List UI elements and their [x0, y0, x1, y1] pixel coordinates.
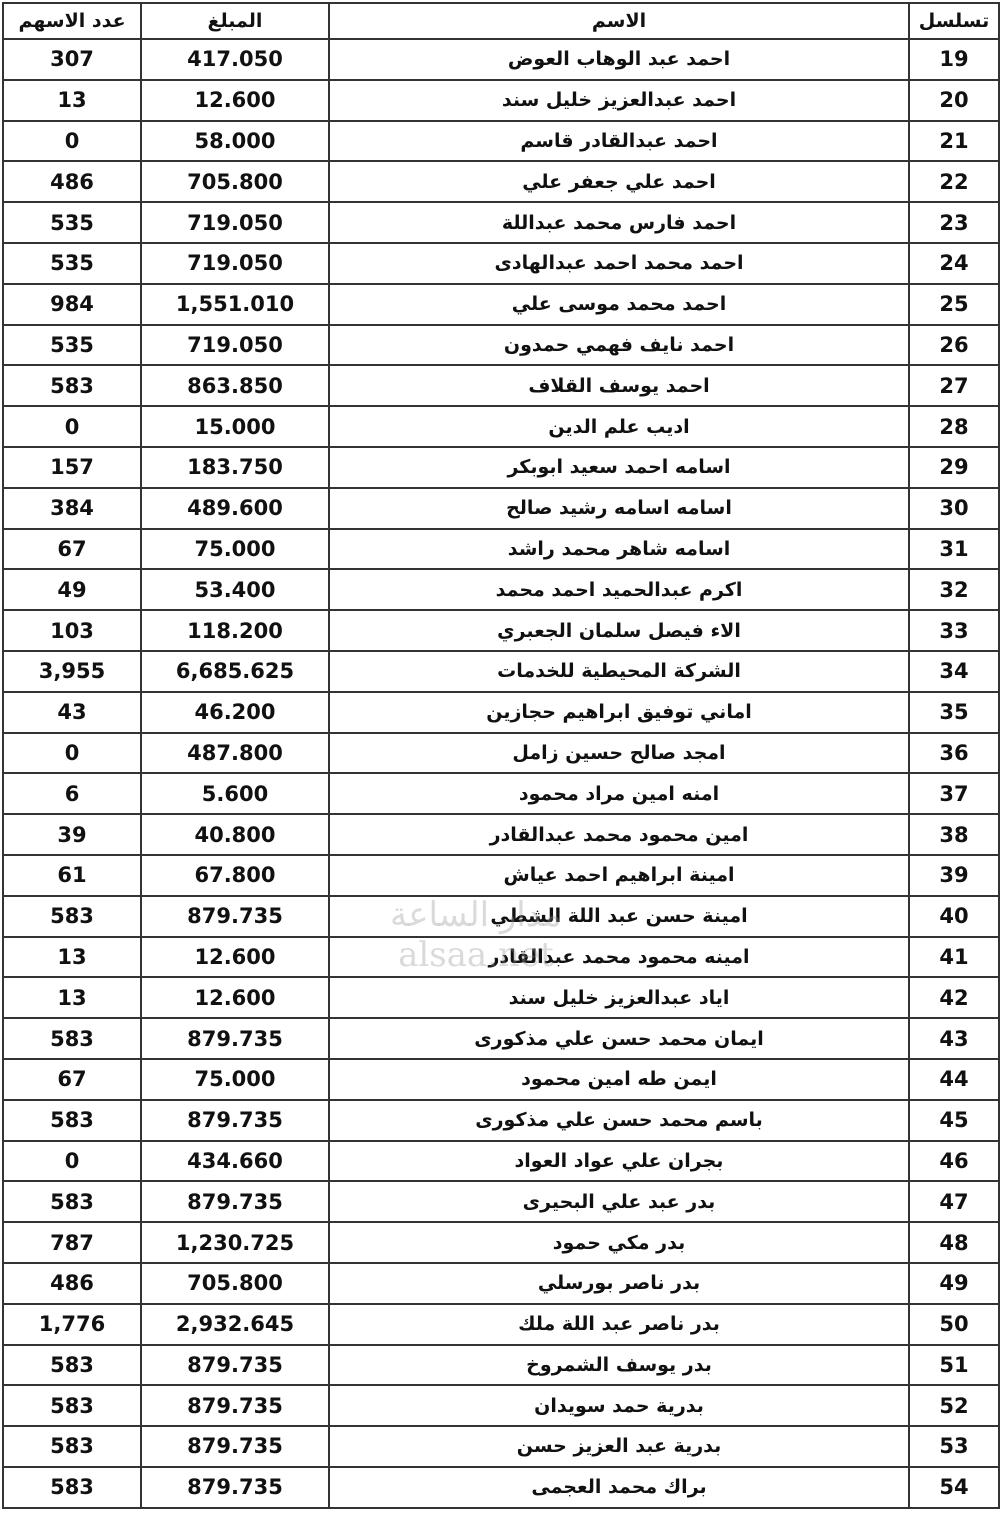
cell-name: اماني توفيق ابراهيم حجازين — [329, 692, 909, 733]
cell-name: الشركة المحيطية للخدمات — [329, 651, 909, 692]
cell-shares: 13 — [3, 80, 141, 121]
cell-shares: 67 — [3, 529, 141, 570]
cell-shares: 157 — [3, 447, 141, 488]
cell-shares: 583 — [3, 1018, 141, 1059]
cell-amount: 705.800 — [141, 161, 329, 202]
cell-shares: 984 — [3, 284, 141, 325]
table-row — [3, 39, 999, 80]
cell-name: احمد عبدالقادر قاسم — [329, 121, 909, 162]
cell-name: احمد عبد الوهاب العوض — [329, 39, 909, 80]
cell-amount: 53.400 — [141, 569, 329, 610]
cell-amount: 12.600 — [141, 80, 329, 121]
cell-amount: 879.735 — [141, 1100, 329, 1141]
cell-amount: 417.050 — [141, 39, 329, 80]
cell-name: امينة حسن عبد اللة الشطي — [329, 896, 909, 937]
table-row — [3, 1059, 999, 1100]
cell-seq: 30 — [909, 488, 999, 529]
cell-amount: 12.600 — [141, 937, 329, 978]
header-row — [3, 3, 999, 39]
cell-amount: 879.735 — [141, 896, 329, 937]
cell-seq: 47 — [909, 1181, 999, 1222]
table-row — [3, 80, 999, 121]
cell-shares: 43 — [3, 692, 141, 733]
cell-seq: 34 — [909, 651, 999, 692]
cell-name: امنه امين مراد محمود — [329, 773, 909, 814]
cell-seq: 24 — [909, 243, 999, 284]
cell-name: بدر ناصر بورسلي — [329, 1263, 909, 1304]
cell-seq: 41 — [909, 937, 999, 978]
table-row — [3, 1467, 999, 1508]
cell-seq: 22 — [909, 161, 999, 202]
cell-shares: 6 — [3, 773, 141, 814]
cell-amount: 719.050 — [141, 325, 329, 366]
cell-seq: 26 — [909, 325, 999, 366]
cell-name: امينة ابراهيم احمد عياش — [329, 855, 909, 896]
cell-name: ايمن طه امين محمود — [329, 1059, 909, 1100]
cell-shares: 583 — [3, 1385, 141, 1426]
cell-amount: 58.000 — [141, 121, 329, 162]
cell-seq: 36 — [909, 733, 999, 774]
table-row — [3, 202, 999, 243]
cell-name: باسم محمد حسن علي مذكورى — [329, 1100, 909, 1141]
cell-shares: 1,776 — [3, 1304, 141, 1345]
cell-amount: 46.200 — [141, 692, 329, 733]
header-amount: المبلغ — [141, 3, 329, 39]
table-row — [3, 1100, 999, 1141]
cell-shares: 583 — [3, 1426, 141, 1467]
table-row — [3, 692, 999, 733]
cell-amount: 487.800 — [141, 733, 329, 774]
cell-name: بدر مكي حمود — [329, 1222, 909, 1263]
cell-seq: 28 — [909, 406, 999, 447]
cell-shares: 67 — [3, 1059, 141, 1100]
table-row — [3, 896, 999, 937]
cell-amount: 719.050 — [141, 243, 329, 284]
cell-amount: 2,932.645 — [141, 1304, 329, 1345]
cell-seq: 27 — [909, 365, 999, 406]
cell-shares: 39 — [3, 814, 141, 855]
cell-amount: 67.800 — [141, 855, 329, 896]
cell-shares: 583 — [3, 1181, 141, 1222]
cell-shares: 0 — [3, 1141, 141, 1182]
cell-name: براك محمد العجمى — [329, 1467, 909, 1508]
cell-name: اياد عبدالعزيز خليل سند — [329, 977, 909, 1018]
cell-name: بدر يوسف الشمروخ — [329, 1345, 909, 1386]
cell-shares: 0 — [3, 733, 141, 774]
cell-amount: 879.735 — [141, 1345, 329, 1386]
cell-shares: 535 — [3, 202, 141, 243]
cell-amount: 40.800 — [141, 814, 329, 855]
cell-seq: 33 — [909, 610, 999, 651]
cell-seq: 46 — [909, 1141, 999, 1182]
header-seq: تسلسل — [909, 3, 999, 39]
cell-seq: 25 — [909, 284, 999, 325]
cell-seq: 51 — [909, 1345, 999, 1386]
watermark-arabic: مدار الساعة — [390, 895, 562, 935]
cell-seq: 50 — [909, 1304, 999, 1345]
table-row — [3, 977, 999, 1018]
table-row — [3, 365, 999, 406]
cell-seq: 43 — [909, 1018, 999, 1059]
cell-seq: 32 — [909, 569, 999, 610]
cell-shares: 583 — [3, 896, 141, 937]
cell-shares: 535 — [3, 243, 141, 284]
cell-name: امينه محمود محمد عبدالقادر — [329, 937, 909, 978]
cell-seq: 37 — [909, 773, 999, 814]
cell-shares: 3,955 — [3, 651, 141, 692]
table-row — [3, 1141, 999, 1182]
cell-seq: 20 — [909, 80, 999, 121]
cell-seq: 49 — [909, 1263, 999, 1304]
table-row — [3, 243, 999, 284]
cell-name: احمد فارس محمد عبداللة — [329, 202, 909, 243]
watermark-url: alsaa.net — [398, 935, 554, 975]
table-row — [3, 447, 999, 488]
table-row — [3, 651, 999, 692]
cell-name: الاء فيصل سلمان الجعبري — [329, 610, 909, 651]
cell-name: اكرم عبدالحميد احمد محمد — [329, 569, 909, 610]
cell-name: امين محمود محمد عبدالقادر — [329, 814, 909, 855]
cell-seq: 19 — [909, 39, 999, 80]
table-row — [3, 733, 999, 774]
table-row — [3, 1385, 999, 1426]
cell-amount: 879.735 — [141, 1018, 329, 1059]
table-row — [3, 325, 999, 366]
table-row — [3, 529, 999, 570]
cell-amount: 863.850 — [141, 365, 329, 406]
cell-seq: 40 — [909, 896, 999, 937]
cell-amount: 705.800 — [141, 1263, 329, 1304]
table-row — [3, 569, 999, 610]
table-row — [3, 937, 999, 978]
cell-seq: 39 — [909, 855, 999, 896]
cell-name: بجران علي عواد العواد — [329, 1141, 909, 1182]
cell-name: اسامه اسامه رشيد صالح — [329, 488, 909, 529]
cell-shares: 0 — [3, 121, 141, 162]
cell-name: اسامه شاهر محمد راشد — [329, 529, 909, 570]
cell-name: بدر ناصر عبد اللة ملك — [329, 1304, 909, 1345]
cell-amount: 6,685.625 — [141, 651, 329, 692]
cell-amount: 1,551.010 — [141, 284, 329, 325]
cell-amount: 118.200 — [141, 610, 329, 651]
table-row — [3, 1304, 999, 1345]
cell-seq: 52 — [909, 1385, 999, 1426]
cell-name: بدر عبد علي البحيرى — [329, 1181, 909, 1222]
table-row — [3, 488, 999, 529]
cell-amount: 879.735 — [141, 1467, 329, 1508]
cell-name: بدرية حمد سويدان — [329, 1385, 909, 1426]
shareholders-table — [2, 2, 1000, 1509]
cell-seq: 48 — [909, 1222, 999, 1263]
cell-amount: 15.000 — [141, 406, 329, 447]
table-row — [3, 406, 999, 447]
cell-amount: 5.600 — [141, 773, 329, 814]
table-row — [3, 1345, 999, 1386]
cell-shares: 384 — [3, 488, 141, 529]
table-row — [3, 1426, 999, 1467]
cell-amount: 719.050 — [141, 202, 329, 243]
cell-name: بدرية عبد العزيز حسن — [329, 1426, 909, 1467]
cell-name: احمد محمد احمد عبدالهادى — [329, 243, 909, 284]
header-shares: عدد الاسهم — [3, 3, 141, 39]
cell-name: احمد محمد موسى علي — [329, 284, 909, 325]
cell-shares: 535 — [3, 325, 141, 366]
cell-name: اديب علم الدين — [329, 406, 909, 447]
cell-name: ايمان محمد حسن علي مذكورى — [329, 1018, 909, 1059]
cell-amount: 1,230.725 — [141, 1222, 329, 1263]
cell-amount: 879.735 — [141, 1181, 329, 1222]
cell-shares: 583 — [3, 1345, 141, 1386]
cell-shares: 583 — [3, 1100, 141, 1141]
cell-shares: 583 — [3, 365, 141, 406]
cell-shares: 486 — [3, 161, 141, 202]
cell-shares: 103 — [3, 610, 141, 651]
cell-seq: 31 — [909, 529, 999, 570]
cell-seq: 53 — [909, 1426, 999, 1467]
table-row — [3, 161, 999, 202]
cell-name: اسامه احمد سعيد ابوبكر — [329, 447, 909, 488]
cell-seq: 45 — [909, 1100, 999, 1141]
cell-seq: 54 — [909, 1467, 999, 1508]
cell-shares: 13 — [3, 977, 141, 1018]
cell-name: احمد يوسف القلاف — [329, 365, 909, 406]
table-row — [3, 1222, 999, 1263]
cell-amount: 879.735 — [141, 1385, 329, 1426]
cell-shares: 787 — [3, 1222, 141, 1263]
cell-shares: 583 — [3, 1467, 141, 1508]
cell-name: احمد عبدالعزيز خليل سند — [329, 80, 909, 121]
cell-name: امجد صالح حسين زامل — [329, 733, 909, 774]
header-name: الاسم — [329, 3, 909, 39]
cell-seq: 42 — [909, 977, 999, 1018]
cell-amount: 183.750 — [141, 447, 329, 488]
cell-amount: 75.000 — [141, 529, 329, 570]
cell-shares: 307 — [3, 39, 141, 80]
cell-name: احمد علي جعفر علي — [329, 161, 909, 202]
table-row — [3, 610, 999, 651]
cell-seq: 29 — [909, 447, 999, 488]
table-row — [3, 855, 999, 896]
cell-seq: 23 — [909, 202, 999, 243]
cell-name: احمد نايف فهمي حمدون — [329, 325, 909, 366]
cell-shares: 486 — [3, 1263, 141, 1304]
cell-shares: 49 — [3, 569, 141, 610]
cell-amount: 434.660 — [141, 1141, 329, 1182]
cell-seq: 44 — [909, 1059, 999, 1100]
cell-seq: 21 — [909, 121, 999, 162]
cell-amount: 12.600 — [141, 977, 329, 1018]
table-row — [3, 1018, 999, 1059]
table-row — [3, 814, 999, 855]
cell-amount: 75.000 — [141, 1059, 329, 1100]
cell-shares: 0 — [3, 406, 141, 447]
cell-amount: 489.600 — [141, 488, 329, 529]
cell-seq: 35 — [909, 692, 999, 733]
cell-amount: 879.735 — [141, 1426, 329, 1467]
table-row — [3, 284, 999, 325]
table-row — [3, 1181, 999, 1222]
table-row — [3, 121, 999, 162]
cell-shares: 13 — [3, 937, 141, 978]
table-row — [3, 1263, 999, 1304]
cell-shares: 61 — [3, 855, 141, 896]
table-row — [3, 773, 999, 814]
cell-seq: 38 — [909, 814, 999, 855]
